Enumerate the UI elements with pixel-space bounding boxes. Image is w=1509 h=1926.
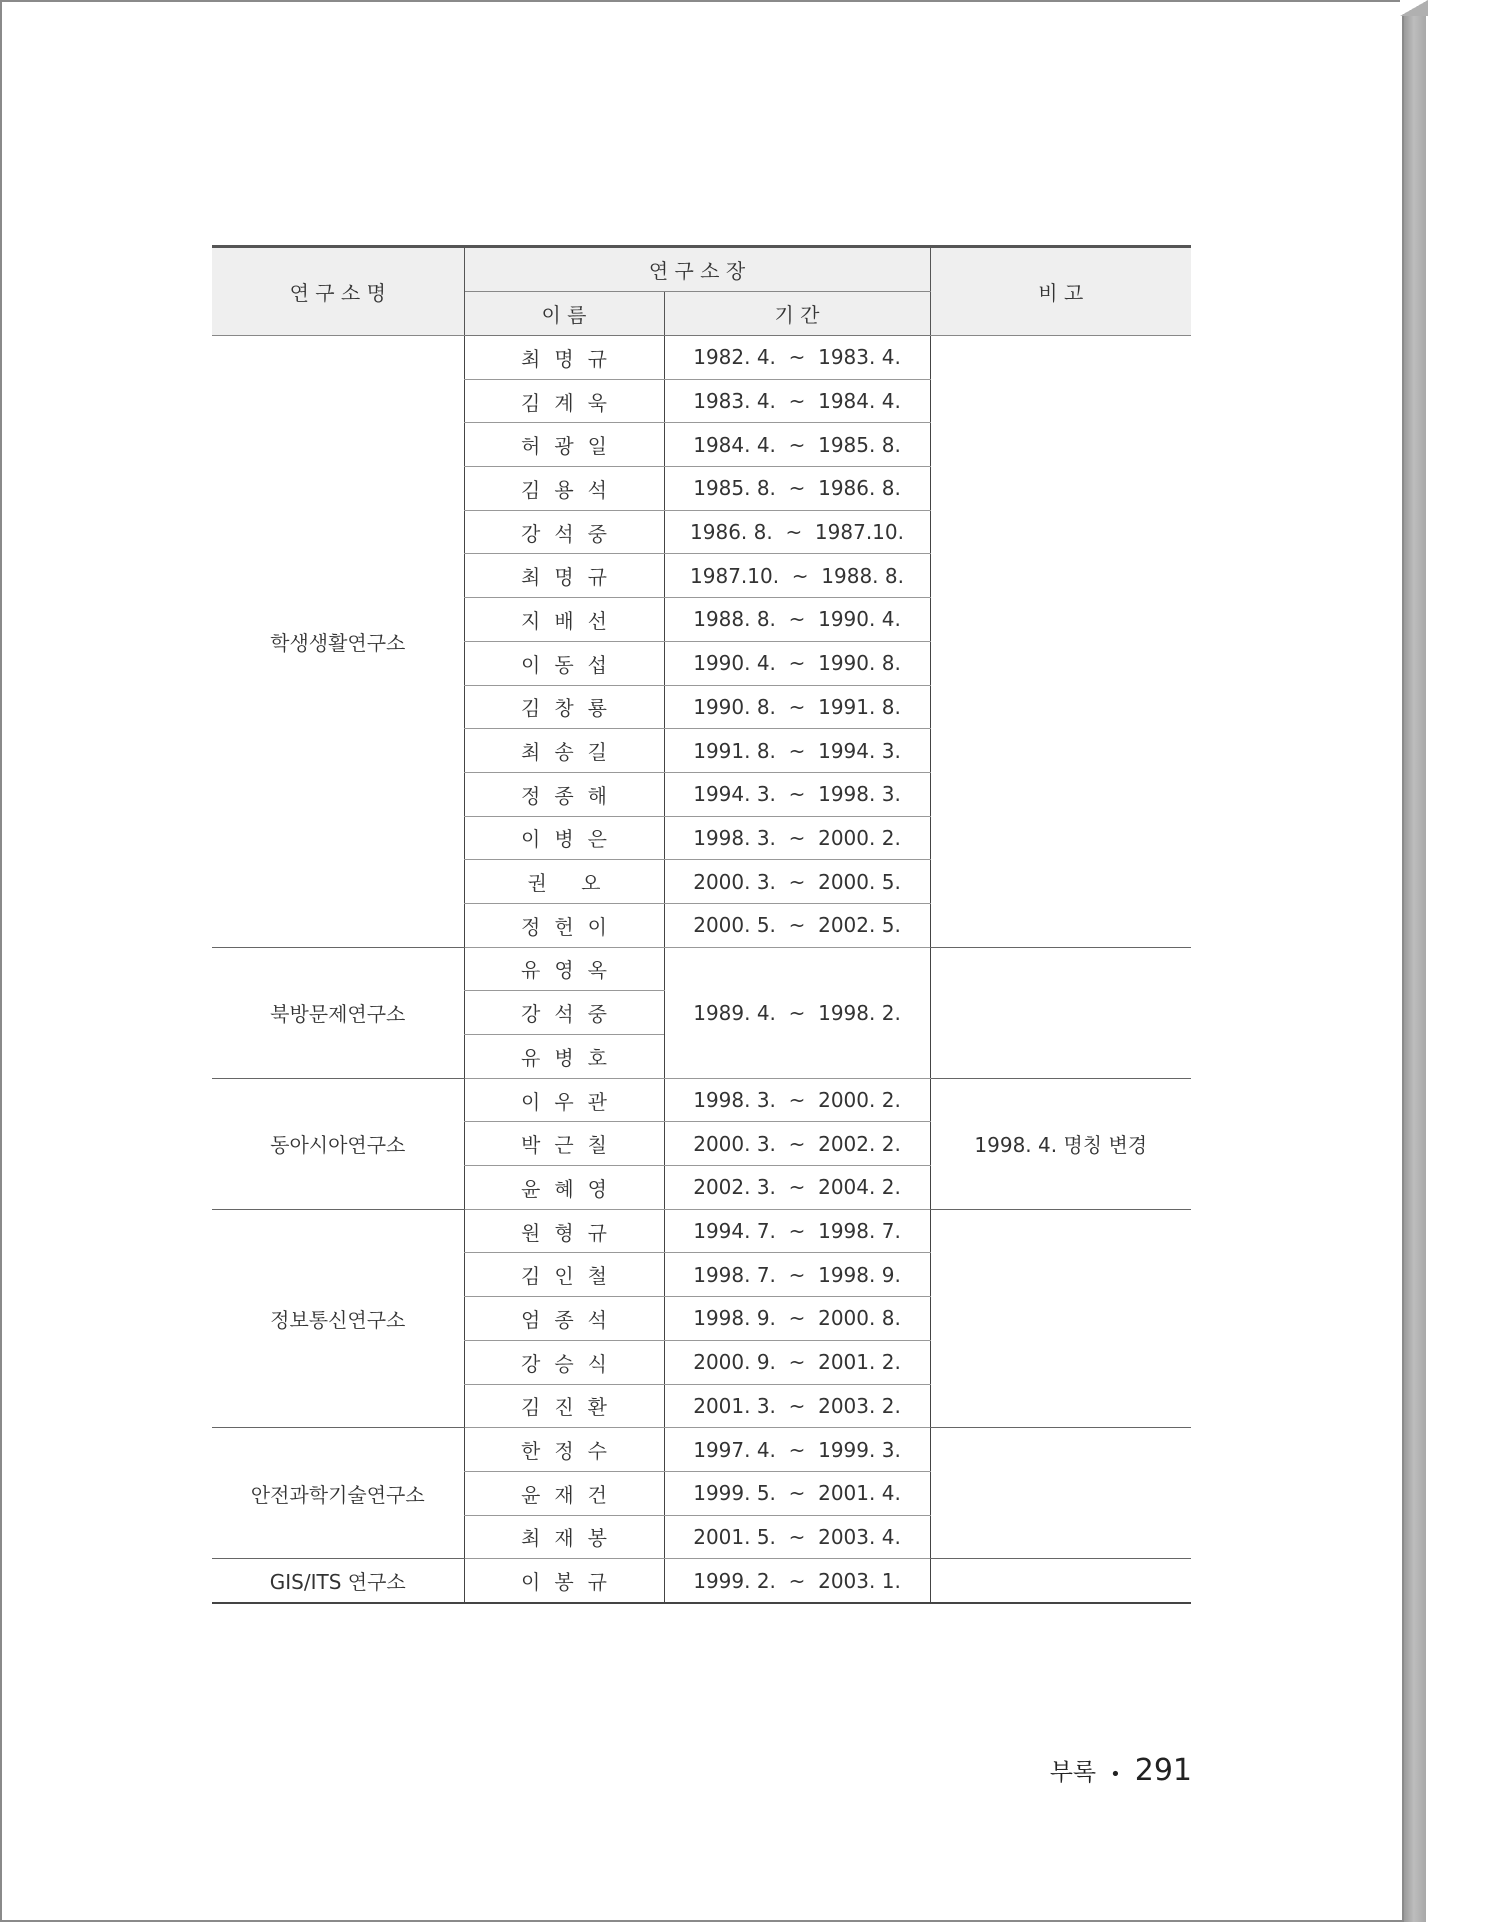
cell-period <box>664 1340 930 1384</box>
cell-period <box>664 860 930 904</box>
header-name: 이 름 <box>464 292 664 336</box>
cell-note <box>930 1209 1191 1427</box>
cell-director-name: 유병호 <box>464 1035 664 1079</box>
cell-period <box>664 336 930 380</box>
research-institute-directors-table <box>212 245 1191 1604</box>
table-row <box>212 947 1191 991</box>
cell-director-name: 최명규 <box>464 554 664 598</box>
cell-director-name: 권 오 <box>464 860 664 904</box>
period-text: 1988. 8. ~ 1990. 4. <box>693 607 901 632</box>
page-edge-shadow <box>1404 10 1426 1922</box>
page-number: 291 <box>1134 1753 1192 1788</box>
cell-note <box>930 947 1191 1078</box>
cell-institute: 정보통신연구소 <box>212 1209 464 1427</box>
cell-director-name: 박근칠 <box>464 1122 664 1166</box>
cell-period <box>664 1297 930 1341</box>
period-text: 2000. 3. ~ 2002. 2. <box>693 1131 901 1156</box>
table-body <box>212 336 1191 1603</box>
cell-institute: 동아시아연구소 <box>212 1078 464 1209</box>
cell-period <box>664 510 930 554</box>
cell-director-name: 이봉규 <box>464 1559 664 1603</box>
period-text: 1999. 2. ~ 2003. 1. <box>693 1568 901 1593</box>
cell-director-name: 한정수 <box>464 1428 664 1472</box>
table-row <box>212 336 1191 380</box>
cell-director-name: 지배선 <box>464 598 664 642</box>
period-text: 1983. 4. ~ 1984. 4. <box>693 389 901 414</box>
cell-period <box>664 772 930 816</box>
period-text: 1994. 7. ~ 1998. 7. <box>693 1219 901 1244</box>
cell-note <box>930 336 1191 948</box>
cell-period <box>664 1253 930 1297</box>
cell-director-name: 윤재건 <box>464 1471 664 1515</box>
cell-director-name: 김진환 <box>464 1384 664 1428</box>
cell-note <box>930 1559 1191 1603</box>
cell-period <box>664 1515 930 1559</box>
cell-institute: GIS/ITS 연구소 <box>212 1559 464 1603</box>
cell-period <box>664 729 930 773</box>
cell-director-name: 강석중 <box>464 991 664 1035</box>
header-director-group: 연 구 소 장 <box>464 247 930 292</box>
period-text: 1999. 5. ~ 2001. 4. <box>693 1481 901 1506</box>
cell-director-name: 유영옥 <box>464 947 664 991</box>
cell-director-name: 원형규 <box>464 1209 664 1253</box>
cell-director-name: 허광일 <box>464 423 664 467</box>
period-text: 2002. 3. ~ 2004. 2. <box>693 1175 901 1200</box>
cell-institute: 학생생활연구소 <box>212 336 464 948</box>
cell-period <box>664 379 930 423</box>
cell-period <box>664 1166 930 1210</box>
cell-note: 1998. 4. 명칭 변경 <box>930 1078 1191 1209</box>
period-text: 1998. 3. ~ 2000. 2. <box>693 1088 901 1113</box>
cell-director-name: 김계욱 <box>464 379 664 423</box>
cell-director-name: 정종해 <box>464 772 664 816</box>
period-text: 1987.10. ~ 1988. 8. <box>690 563 904 588</box>
cell-director-name: 정헌이 <box>464 903 664 947</box>
period-text: 1998. 3. ~ 2000. 2. <box>693 825 901 850</box>
table-row <box>212 1078 1191 1122</box>
cell-note <box>930 1428 1191 1559</box>
period-text: 1985. 8. ~ 1986. 8. <box>693 476 901 501</box>
cell-period <box>664 1209 930 1253</box>
cell-institute: 북방문제연구소 <box>212 947 464 1078</box>
cell-director-name: 이동섭 <box>464 641 664 685</box>
period-text: 2000. 5. ~ 2002. 5. <box>693 913 901 938</box>
cell-director-name: 최재봉 <box>464 1515 664 1559</box>
period-text: 1998. 7. ~ 1998. 9. <box>693 1262 901 1287</box>
cell-director-name: 강석중 <box>464 510 664 554</box>
cell-period <box>664 641 930 685</box>
cell-period <box>664 467 930 511</box>
page-footer <box>1050 1752 1192 1788</box>
cell-director-name: 김용석 <box>464 467 664 511</box>
cell-director-name: 이우관 <box>464 1078 664 1122</box>
cell-director-name: 윤혜영 <box>464 1166 664 1210</box>
period-text: 1994. 3. ~ 1998. 3. <box>693 782 901 807</box>
cell-period <box>664 1122 930 1166</box>
period-text: 1997. 4. ~ 1999. 3. <box>693 1437 901 1462</box>
table-row <box>212 1209 1191 1253</box>
table-header <box>212 247 1191 336</box>
cell-director-name: 김인철 <box>464 1253 664 1297</box>
period-text: 1990. 8. ~ 1991. 8. <box>693 694 901 719</box>
cell-director-name: 강승식 <box>464 1340 664 1384</box>
cell-period <box>664 947 930 1078</box>
cell-director-name: 김창룡 <box>464 685 664 729</box>
cell-period <box>664 903 930 947</box>
cell-period <box>664 816 930 860</box>
cell-period <box>664 1471 930 1515</box>
period-text: 2000. 9. ~ 2001. 2. <box>693 1350 901 1375</box>
cell-director-name: 최송길 <box>464 729 664 773</box>
header-note: 비 고 <box>930 247 1191 336</box>
table-row <box>212 1559 1191 1603</box>
period-text: 2001. 3. ~ 2003. 2. <box>693 1393 901 1418</box>
footer-section: 부록 <box>1049 1758 1097 1786</box>
period-text: 1982. 4. ~ 1983. 4. <box>693 345 901 370</box>
footer-bullet: • <box>1110 1764 1121 1785</box>
cell-period <box>664 1384 930 1428</box>
period-text: 1990. 4. ~ 1990. 8. <box>693 651 901 676</box>
period-text: 2000. 3. ~ 2000. 5. <box>693 869 901 894</box>
cell-institute: 안전과학기술연구소 <box>212 1428 464 1559</box>
cell-period <box>664 1559 930 1603</box>
header-institute: 연 구 소 명 <box>212 247 464 336</box>
page-corner <box>1400 0 1428 16</box>
cell-period <box>664 1428 930 1472</box>
cell-director-name: 최명규 <box>464 336 664 380</box>
cell-period <box>664 1078 930 1122</box>
cell-period <box>664 685 930 729</box>
table-row <box>212 1428 1191 1472</box>
cell-director-name: 이병은 <box>464 816 664 860</box>
period-text: 1986. 8. ~ 1987.10. <box>690 520 904 545</box>
period-text: 1984. 4. ~ 1985. 8. <box>693 432 901 457</box>
header-period: 기 간 <box>664 292 930 336</box>
cell-period <box>664 554 930 598</box>
cell-director-name: 엄종석 <box>464 1297 664 1341</box>
period-text: 1989. 4. ~ 1998. 2. <box>693 1000 901 1025</box>
period-text: 1998. 9. ~ 2000. 8. <box>693 1306 901 1331</box>
period-text: 2001. 5. ~ 2003. 4. <box>693 1524 901 1549</box>
period-text: 1991. 8. ~ 1994. 3. <box>693 738 901 763</box>
cell-period <box>664 423 930 467</box>
cell-period <box>664 598 930 642</box>
